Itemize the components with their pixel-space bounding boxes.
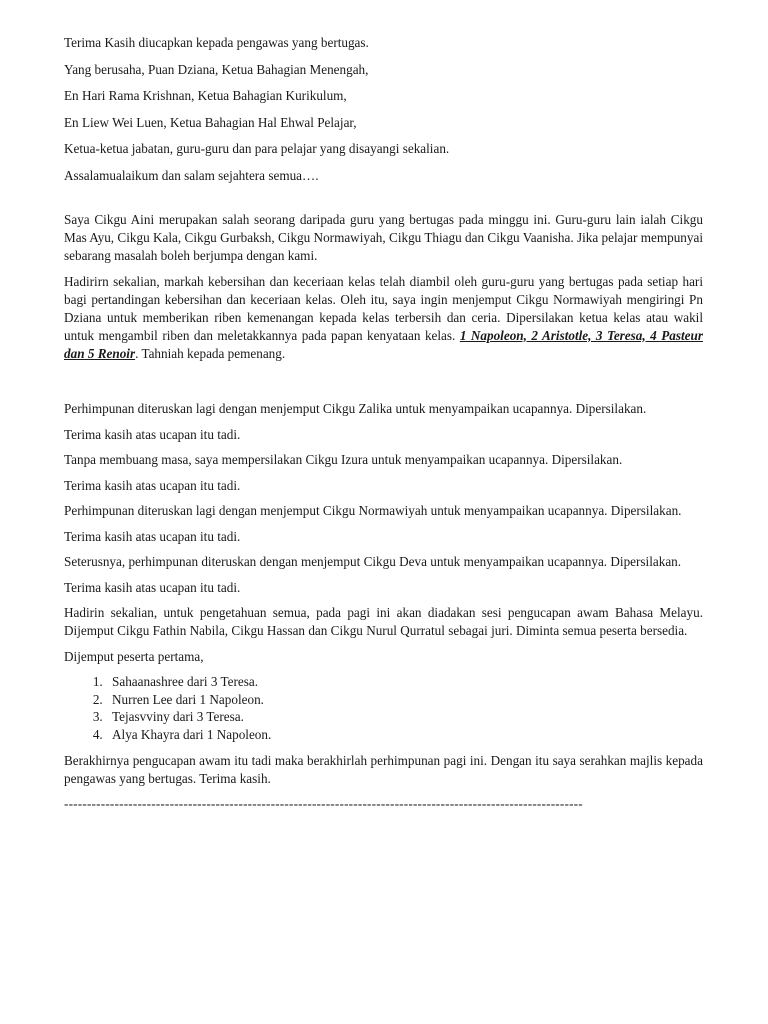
spacer — [64, 370, 703, 400]
participant-list — [64, 673, 703, 744]
speech-paragraph: Perhimpunan diteruskan lagi dengan menjemput Cikgu Normawiyah untuk menyampaikan ucapannya. Dipersilakan. — [64, 503, 682, 518]
greeting-line: En Liew Wei Luen, Ketua Bahagian Hal Ehwal Pelajar, — [64, 114, 357, 130]
award-text-end: . Tahniah kepada pemenang. — [135, 345, 286, 361]
thanks-line: Terima kasih atas ucapan itu tadi. — [64, 579, 241, 595]
first-participant-line: Dijemput peserta pertama, — [64, 648, 204, 664]
thanks-line: Terima kasih atas ucapan itu tadi. — [64, 528, 241, 544]
dashed-divider: ----------------------------------------------------------------------------------------------------------------- — [64, 796, 583, 812]
speech-paragraph: Perhimpunan diteruskan lagi dengan menjemput Cikgu Zalika untuk menyampaikan ucapannya. Dipersilakan. — [64, 401, 647, 416]
greeting-line: Ketua-ketua jabatan, guru-guru dan para pelajar yang disayangi sekalian. — [64, 141, 450, 156]
list-item: 2. Nurren Lee dari 1 Napoleon. — [106, 691, 703, 709]
greeting-line: Terima Kasih diucapkan kepada pengawas yang bertugas. — [64, 35, 369, 50]
intro-paragraph: Saya Cikgu Aini merupakan salah seorang daripada guru yang bertugas pada minggu ini. Guru-guru lain ialah Cikgu Mas Ayu, Cikgu Kala, Cikgu Gurbaksh, Cikgu Normawiyah, Cikgu Thiagu dan Cikgu Vaanisha. Jika pelajar mempunyai sebarang masalah boleh berjumpa dengan kami. — [64, 212, 703, 263]
spacer — [64, 193, 703, 211]
list-item: 4. Alya Khayra dari 1 Napoleon. — [106, 726, 703, 744]
greeting-line: Assalamualaikum dan salam sejahtera semua…. — [64, 167, 319, 183]
speech-paragraph: Seterusnya, perhimpunan diteruskan dengan menjemput Cikgu Deva untuk menyampaikan ucapannya. Dipersilakan. — [64, 554, 682, 569]
thanks-line: Terima kasih atas ucapan itu tadi. — [64, 426, 241, 442]
award-text: Hadirirn sekalian, markah kebersihan dan keceriaan kelas telah diambil oleh guru-guru yang bertugas pada setiap hari bagi pertandingan kebersihan dan keceriaan kelas. Oleh itu, saya ingin menjemput Cikgu Normawiyah mengiringi Pn Dziana untuk memberikan riben kemenangan kepada kelas terbersih dan ceria. Dipersilakan ketua kelas atau wakil untuk mengambil riben dan meletakkannya pada papan kenyataan kelas. — [64, 273, 703, 343]
list-item: 1. Sahaanashree dari 3 Teresa. — [106, 673, 703, 691]
greeting-line: En Hari Rama Krishnan, Ketua Bahagian Kurikulum, — [64, 88, 347, 103]
speech-paragraph: Tanpa membuang masa, saya mempersilakan Cikgu Izura untuk menyampaikan ucapannya. Dipersilakan. — [64, 452, 623, 467]
document-page — [64, 34, 703, 813]
opening-greetings — [64, 34, 703, 185]
closing-paragraph: Berakhirnya pengucapan awam itu tadi maka berakhirlah perhimpunan pagi ini. Dengan itu saya serahkan majlis kepada pengawas yang bertugas. Terima kasih. — [64, 752, 703, 786]
thanks-line: Terima kasih atas ucapan itu tadi. — [64, 477, 241, 493]
greeting-line: Yang berusaha, Puan Dziana, Ketua Bahagian Menengah, — [64, 61, 369, 77]
list-item: 3. Tejasvviny dari 3 Teresa. — [106, 708, 703, 726]
public-speaking-paragraph: Hadirin sekalian, untuk pengetahuan semua, pada pagi ini akan diadakan sesi pengucapan awam Bahasa Melayu. Dijemput Cikgu Fathin Nabila, Cikgu Hassan dan Cikgu Nurul Qurratul sebagai juri. Diminta semua peserta bersedia. — [64, 605, 703, 638]
award-paragraph — [64, 273, 703, 363]
winning-classes: 1 Napoleon, 2 Aristotle, 3 Teresa, 4 Pasteur dan 5 Renoir — [64, 327, 703, 361]
